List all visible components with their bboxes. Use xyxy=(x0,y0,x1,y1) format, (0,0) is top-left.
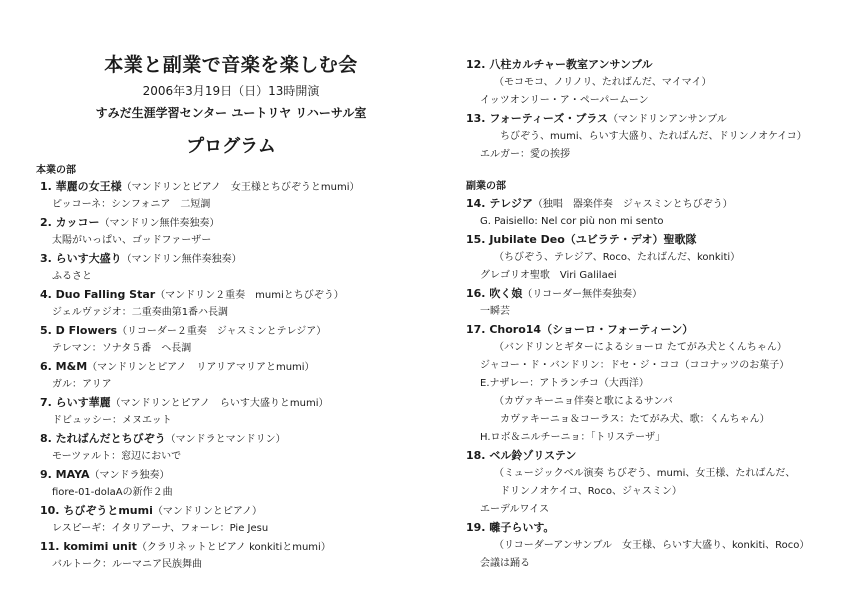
event-date: 2006年3月19日（日）13時開演 xyxy=(142,84,320,98)
program-item xyxy=(40,324,326,339)
item-title: 6. M&M xyxy=(40,360,88,373)
program-heading: プログラム xyxy=(186,136,276,157)
program-item xyxy=(40,504,262,519)
program-item xyxy=(466,112,727,127)
item-performers: （マンドリンとピアノ 女王様とちびぞうとmumi） xyxy=(121,182,360,193)
item-detail: （カヴァキーニョ伴奏と歌によるサンバ xyxy=(494,396,673,407)
item-piece: モーツァルト：窓辺においで xyxy=(52,451,182,462)
item-title: 19. 囃子らいす。 xyxy=(466,521,555,534)
item-piece: 太陽がいっぱい、ゴッドファーザー xyxy=(52,235,212,246)
item-title: 11. komimi unit xyxy=(40,540,137,553)
item-title: 2. カッコー xyxy=(40,216,100,229)
item-title: 13. フォーティーズ・ブラス xyxy=(466,112,609,125)
item-piece: 一瞬芸 xyxy=(480,306,510,317)
item-title: 8. たればんだとちびぞう xyxy=(40,432,166,445)
program-item xyxy=(40,180,359,195)
program-item xyxy=(40,288,344,303)
program-item xyxy=(40,396,328,411)
item-title: 3. らいす大盛り xyxy=(40,252,122,265)
item-performers: （リコーダー無伴奏独奏） xyxy=(522,289,643,300)
item-title: 17. Choro14（ショーロ・フォーティーン） xyxy=(466,323,694,336)
item-performers: （クラリネットとピアノ konkitiとmumi） xyxy=(136,542,331,553)
item-piece: ジャコー・ド・バンドリン：ドセ・ジ・ココ（ココナッツのお菓子） xyxy=(480,360,790,371)
item-piece: 会議は踊る xyxy=(480,558,530,569)
item-performers: （リコーダー２重奏 ジャスミンとテレジア） xyxy=(117,326,327,337)
item-piece: ふるさと xyxy=(52,271,92,282)
program-item xyxy=(40,252,242,267)
program-item xyxy=(40,360,315,375)
item-piece: E.ナザレー：アトランチコ（大西洋） xyxy=(480,378,649,389)
item-detail: （バンドリンとギターによるショーロ たてがみ犬とくんちゃん） xyxy=(494,342,787,353)
program-item xyxy=(466,197,733,212)
item-piece: バルトーク：ルーマニア民族舞曲 xyxy=(52,559,202,570)
program-item xyxy=(466,233,697,248)
item-detail: ちびぞう、mumi、らいす大盛り、たればんだ、ドリンノオケイコ） xyxy=(500,131,807,142)
item-piece: ピッコーネ：シンフォニア 二短調 xyxy=(52,199,211,210)
item-detail: （ちびぞう、テレジア、Roco、たればんだ、konkiti） xyxy=(494,252,741,263)
item-performers: （マンドリンアンサンブル xyxy=(608,114,727,125)
item-performers: （マンドリン２重奏 mumiとちびぞう） xyxy=(155,290,344,301)
program-item xyxy=(466,287,642,302)
item-performers: （マンドリンとピアノ） xyxy=(152,506,263,517)
item-performers: （マンドリン無伴奏独奏） xyxy=(99,218,220,229)
item-performers: （マンドリンとピアノ リアリアマリアとmumi） xyxy=(87,362,315,373)
item-piece: ドビュッシー：メヌエット xyxy=(52,415,172,426)
item-performers: （マンドリン無伴奏独奏） xyxy=(121,254,242,265)
item-detail: カヴァキーニョ＆コーラス：たてがみ犬、歌：くんちゃん） xyxy=(500,414,770,425)
item-detail: （リコーダーアンサンブル 女王様、らいす大盛り、konkiti、Roco） xyxy=(494,540,810,551)
item-title: 1. 華麗の女王様 xyxy=(40,180,122,193)
event-venue: すみだ生涯学習センター ユートリヤ リハーサル室 xyxy=(95,106,367,120)
program-item xyxy=(40,540,331,555)
program-item xyxy=(40,432,286,447)
item-piece: エルガー：愛の挨拶 xyxy=(480,149,570,160)
program-item xyxy=(40,216,220,231)
item-piece: グレゴリオ聖歌 Viri Galilaei xyxy=(480,270,617,281)
item-piece: ジェルヴァジオ：二重奏曲第1番ハ長調 xyxy=(52,307,229,318)
item-detail: ドリンノオケイコ、Roco、ジャスミン） xyxy=(500,486,682,497)
item-performers: （独唱 器楽伴奏 ジャスミンとちびぞう） xyxy=(532,199,733,210)
item-title: 12. 八柱カルチャー教室アンサンブル xyxy=(466,58,653,71)
program-item xyxy=(466,58,653,73)
item-piece: ガル：アリア xyxy=(52,379,112,390)
item-title: 16. 吹く娘 xyxy=(466,287,523,300)
item-piece: イッツオンリー・ア・ペーパームーン xyxy=(480,95,649,106)
item-performers: （マンドリンとピアノ らいす大盛りとmumi） xyxy=(110,398,329,409)
program-item xyxy=(40,468,170,483)
item-piece: H.ロボ＆ニルチーニョ：「トリステーザ」 xyxy=(480,432,666,443)
section-heading-side: 副業の部 xyxy=(466,181,506,192)
program-item xyxy=(466,521,554,536)
item-piece: G. Paisiello: Nel cor più non mi sento xyxy=(480,216,664,227)
item-title: 5. D Flowers xyxy=(40,324,118,337)
item-title: 15. Jubilate Deo（ユビラテ・デオ）聖歌隊 xyxy=(466,233,697,246)
program-item xyxy=(466,323,693,338)
item-piece: fiore-01-dolaAの新作２曲 xyxy=(52,487,173,498)
item-title: 14. テレジア xyxy=(466,197,533,210)
item-performers: （マンドラとマンドリン） xyxy=(165,434,286,445)
item-title: 18. ベル鈴ゾリステン xyxy=(466,449,577,462)
item-detail: （ミュージックベル演奏 ちびぞう、mumi、女王様、たればんだ、 xyxy=(494,468,796,479)
section-heading-main: 本業の部 xyxy=(36,165,76,176)
item-piece: レスピーギ：イタリアーナ、フォーレ：Pie Jesu xyxy=(52,523,269,534)
item-title: 7. らいす華麗 xyxy=(40,396,111,409)
item-title: 9. MAYA xyxy=(40,468,90,481)
program-item xyxy=(466,449,576,464)
item-piece: テレマン：ソナタ５番 ヘ長調 xyxy=(52,343,192,354)
item-detail: （モコモコ、ノリノリ、たればんだ、マイマイ） xyxy=(494,77,712,88)
page-title: 本業と副業で音楽を楽しむ会 xyxy=(104,54,358,76)
item-title: 10. ちびぞうとmumi xyxy=(40,504,153,517)
item-performers: （マンドラ独奏） xyxy=(89,470,170,481)
item-title: 4. Duo Falling Star xyxy=(40,288,156,301)
item-piece: エーデルワイス xyxy=(480,504,550,515)
